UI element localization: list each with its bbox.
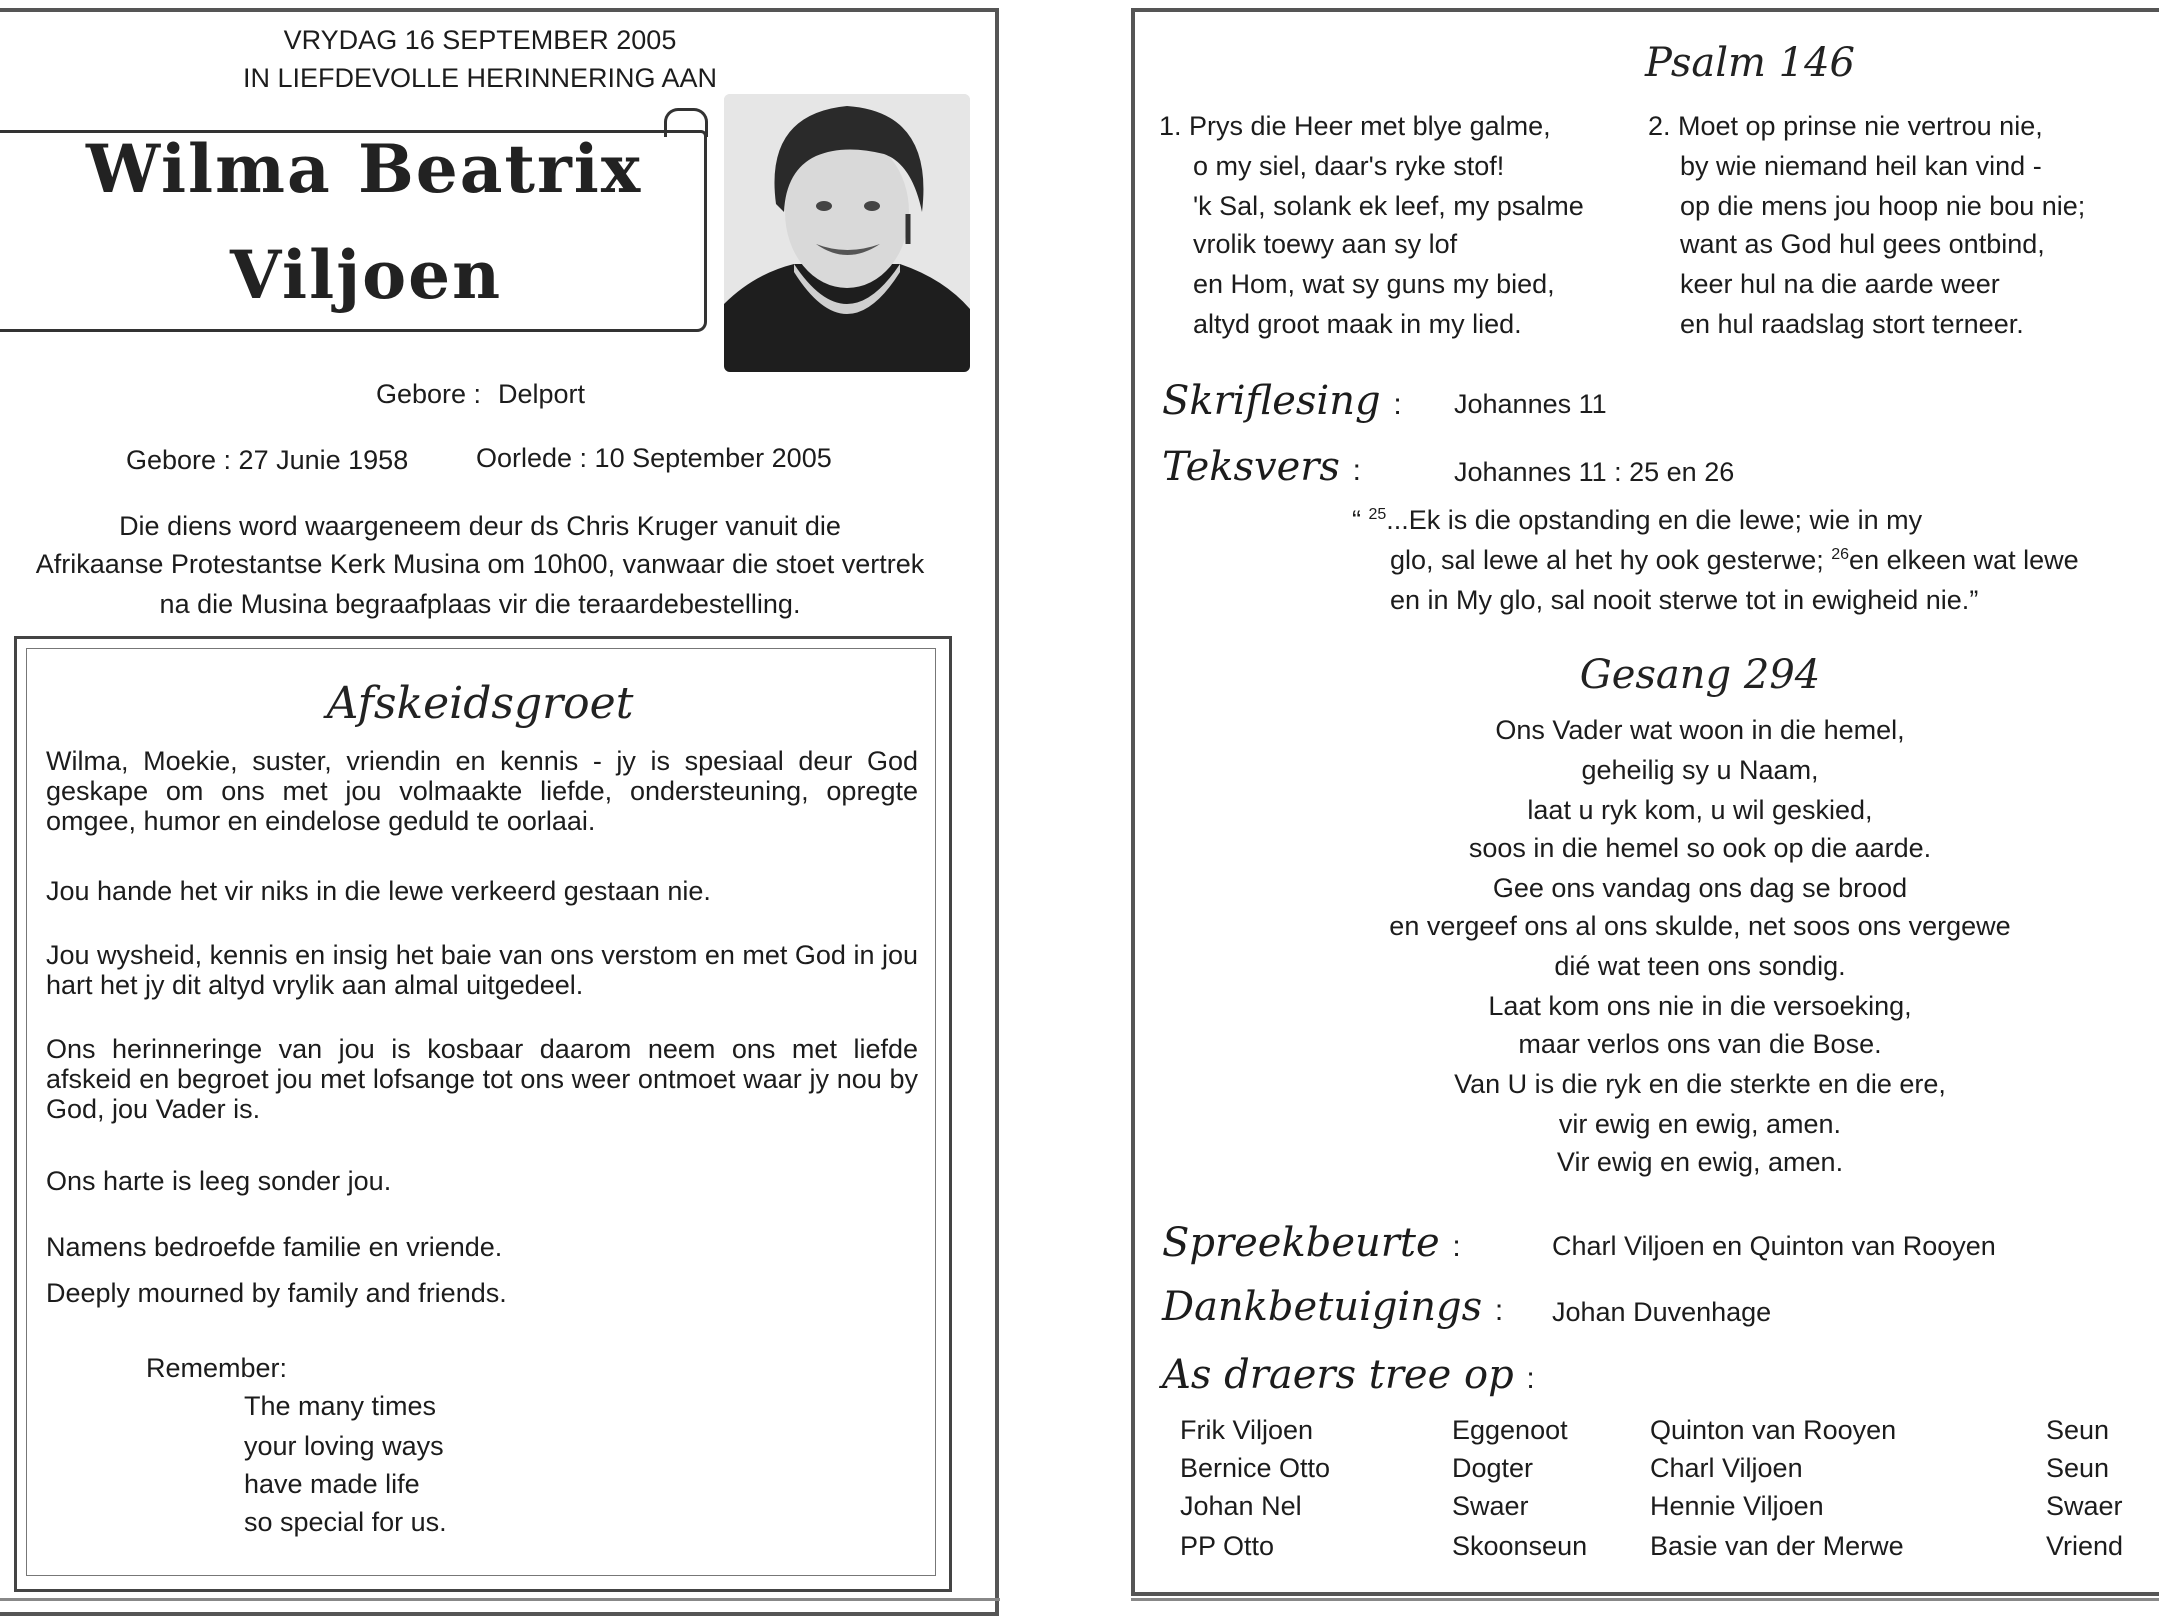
remember-label: Remember:	[146, 1353, 288, 1383]
first-name: Wilma	[86, 130, 332, 208]
quote-line-3: en in My glo, sal nooit sterwe tot in ewigheid nie.”	[1390, 585, 1979, 615]
surname: Viljoen	[230, 236, 503, 314]
gesang-line-9: maar verlos ons van die Bose.	[1518, 1029, 1882, 1059]
bearer-relation: Swaer	[2046, 1491, 2123, 1521]
farewell-title: Afskeidsgroet	[326, 678, 634, 729]
farewell-paragraph-6: Namens bedroefde familie en vriende.	[46, 1232, 503, 1262]
gesang-line-10: Van U is die ryk en die sterkte en die ere,	[1454, 1069, 1946, 1099]
thanks-value: Johan Duvenhage	[1552, 1297, 1772, 1327]
psalm-verse2-line3: op die mens jou hoop nie bou nie;	[1680, 191, 2086, 221]
left-bottom-edge	[0, 1598, 1000, 1601]
farewell-paragraph-5: Ons harte is leeg sonder jou.	[46, 1166, 392, 1196]
bearer-name: Frik Viljoen	[1180, 1415, 1314, 1445]
bearer-relation: Seun	[2046, 1453, 2110, 1483]
bearer-relation: Eggenoot	[1452, 1415, 1568, 1445]
gesang-line-4: soos in die hemel so ook op die aarde.	[1468, 833, 1932, 863]
gesang-line-5: Gee ons vandag ons dag se brood	[1492, 873, 1908, 903]
gesang-line-12: Vir ewig en ewig, amen.	[1556, 1147, 1844, 1177]
service-line-2: Afrikaanse Protestantse Kerk Musina om 10h00, vanwaar die stoet vertrek	[35, 549, 925, 579]
service-line-1: Die diens word waargeneem deur ds Chris Kruger vanuit die	[119, 511, 841, 541]
speakers-value: Charl Viljoen en Quinton van Rooyen	[1552, 1231, 1996, 1261]
portrait-photo	[724, 94, 970, 372]
psalm-verse1-line4: vrolik toewy aan sy lof	[1193, 229, 1458, 259]
bearer-name: Bernice Otto	[1180, 1453, 1331, 1483]
quote-line-1: “ $^{25}$...Ek is die opstanding en die lewe; wie in my	[1352, 505, 1923, 535]
gesang-line-8: Laat kom ons nie in die versoeking,	[1488, 991, 1912, 1021]
reading-label: Skriflesing :	[1162, 378, 1402, 424]
psalm-verse2-line6: en hul raadslag stort terneer.	[1680, 309, 2024, 339]
psalm-verse2-line1: 2. Moet op prinse nie vertrou nie,	[1648, 111, 2043, 141]
psalm-verse1-line1: 1. Prys die Heer met blye galme,	[1159, 111, 1551, 141]
psalm-verse1-line3: 'k Sal, solank ek leef, my psalme	[1193, 191, 1584, 221]
bearer-relation: Seun	[2046, 1415, 2110, 1445]
death-date: Oorlede : 10 September 2005	[476, 443, 832, 473]
remember-line-3: have made life	[244, 1469, 420, 1499]
psalm-verse1-line2: o my siel, daar's ryke stof!	[1193, 151, 1505, 181]
gesang-title: Gesang 294	[1579, 652, 1821, 698]
nee-value: Delport	[498, 379, 586, 409]
birth-date: Gebore : 27 Junie 1958	[126, 445, 409, 475]
gesang-line-3: laat u ryk kom, u wil geskied,	[1527, 795, 1873, 825]
psalm-title: Psalm 146	[1645, 40, 1855, 86]
gesang-line-7: dié wat teen ons sondig.	[1554, 951, 1846, 981]
psalm-verse2-line4: want as God hul gees ontbind,	[1680, 229, 2045, 259]
farewell-paragraph-7: Deeply mourned by family and friends.	[46, 1278, 507, 1308]
psalm-verse2-line5: keer hul na die aarde weer	[1680, 269, 2000, 299]
text-verse-value: Johannes 11 : 25 en 26	[1454, 457, 1735, 487]
bearer-relation: Vriend	[2046, 1531, 2124, 1561]
bearer-name: Johan Nel	[1180, 1491, 1302, 1521]
gesang-line-2: geheilig sy u Naam,	[1581, 755, 1819, 785]
remember-line-2: your loving ways	[244, 1431, 444, 1461]
psalm-verse1-line6: altyd groot maak in my lied.	[1193, 309, 1522, 339]
bearer-relation: Skoonseun	[1452, 1531, 1588, 1561]
bearer-relation: Dogter	[1452, 1453, 1534, 1483]
memory-line: IN LIEFDEVOLLE HERINNERING AAN	[242, 63, 718, 93]
service-date: VRYDAG 16 SEPTEMBER 2005	[283, 25, 677, 55]
gesang-line-11: vir ewig en ewig, amen.	[1558, 1109, 1842, 1139]
service-line-3: na die Musina begraafplaas vir die teraardebestelling.	[159, 589, 801, 619]
remember-line-1: The many times	[244, 1391, 437, 1421]
speakers-label: Spreekbeurte :	[1162, 1220, 1461, 1266]
thanks-label: Dankbetuigings :	[1162, 1284, 1504, 1330]
bearer-name: Quinton van Rooyen	[1650, 1415, 1897, 1445]
remember-line-4: so special for us.	[244, 1507, 447, 1537]
gesang-line-1: Ons Vader wat woon in die hemel,	[1495, 715, 1905, 745]
bearer-name: Hennie Viljoen	[1650, 1491, 1824, 1521]
farewell-paragraph-3: Jou wysheid, kennis en insig het baie van ons verstom en met God in jou hart het jy dit altyd vrylik aan almal uitgedeel.	[46, 940, 918, 1001]
nee-label: Gebore :	[376, 379, 482, 409]
bearer-relation: Swaer	[1452, 1491, 1529, 1521]
bearer-name: Charl Viljoen	[1650, 1453, 1803, 1483]
bearer-name: Basie van der Merwe	[1650, 1531, 1904, 1561]
scroll-curl	[664, 108, 708, 137]
farewell-paragraph-2: Jou hande het vir niks in die lewe verkeerd gestaan nie.	[46, 876, 711, 906]
bearers-label: As draers tree op :	[1162, 1352, 1535, 1398]
middle-name: Beatrix	[358, 130, 643, 208]
quote-line-2: glo, sal lewe al het hy ook gesterwe; $^{26}$en elkeen wat lewe	[1390, 545, 2079, 575]
reading-value: Johannes 11	[1454, 389, 1607, 419]
right-bottom-edge	[1131, 1598, 2159, 1601]
psalm-verse1-line5: en Hom, wat sy guns my bied,	[1193, 269, 1555, 299]
farewell-paragraph-1: Wilma, Moekie, suster, vriendin en kennis - jy is spesiaal deur God geskape om ons met jou volmaakte liefde, ondersteuning, opregte omgee, humor en eindelose geduld te oorlaai.	[46, 746, 918, 837]
text-verse-label: Teksvers :	[1162, 444, 1361, 490]
farewell-paragraph-4: Ons herinneringe van jou is kosbaar daarom neem ons met liefde afskeid en begroet jou met lofsange tot ons weer ontmoet waar jy nou by God, jou Vader is.	[46, 1034, 918, 1125]
gesang-line-6: en vergeef ons al ons skulde, net soos ons vergewe	[1389, 911, 2011, 941]
bearer-name: PP Otto	[1180, 1531, 1275, 1561]
psalm-verse2-line2: by wie niemand heil kan vind -	[1680, 151, 2042, 181]
